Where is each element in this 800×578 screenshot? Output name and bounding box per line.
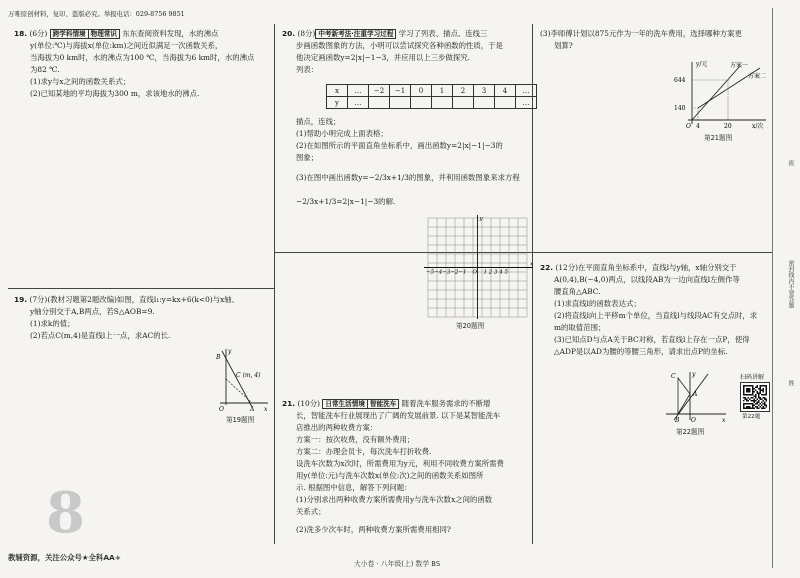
qr-module	[764, 402, 766, 404]
q18-first-line	[14, 28, 218, 40]
q19-label-B: B	[216, 354, 221, 361]
q20-line2-0: 描点，连线；	[296, 117, 341, 126]
q20-first-line	[282, 28, 487, 40]
q22-line-6: (3)已知点D与点A关于BC对称，若直线l上存在一点P，使得	[554, 335, 750, 344]
qr-module	[766, 393, 768, 395]
q18-score: (6分)	[29, 29, 48, 38]
qr-module	[751, 403, 753, 405]
qr-module	[752, 406, 754, 408]
q20-line-0: 学习了列表、描点、连线三	[398, 29, 488, 38]
q22-label-A: A	[693, 391, 698, 398]
q20-cell	[453, 97, 474, 109]
q22-label-C: C	[671, 373, 676, 380]
q19-line-2: (1)求k的值；	[30, 319, 75, 328]
q21-line-10: (2)洗多少次车时，两种收费方案所需费用相同?	[296, 525, 451, 534]
qr-module	[743, 390, 745, 392]
q21-figure	[660, 58, 770, 130]
qr-module	[752, 394, 754, 396]
qr-module	[754, 402, 756, 404]
q22-line-l	[674, 374, 708, 420]
qr-module	[764, 385, 766, 387]
q22-figure	[660, 368, 730, 424]
qr-module	[748, 403, 750, 405]
qr-module	[748, 406, 750, 408]
qr-module	[746, 408, 748, 410]
qr-module	[760, 403, 762, 405]
q21b-line-0: (3)李师傅计划以875元作为一年的洗车费用，选择哪种方案更	[540, 29, 742, 38]
q20-line2-2: (2)在如图所示的平面直角坐标系中，画出函数y=2|x|−1|−3的	[296, 141, 503, 150]
q22-label-x: x	[722, 417, 726, 424]
qr-module	[743, 400, 745, 402]
qr-module	[749, 391, 751, 393]
q20-value-table	[326, 84, 537, 109]
q21-label-644: 644	[674, 77, 686, 84]
qr-module	[757, 387, 759, 389]
sidebar-class-label: 班	[787, 160, 794, 166]
qr-module	[757, 385, 759, 387]
qr-module	[755, 396, 757, 398]
q20-cell: −2	[369, 85, 390, 97]
q21-label-x: x/次	[752, 123, 764, 130]
q20-tag: 中考新考法·注重学习过程	[315, 29, 396, 39]
qr-module	[743, 388, 745, 390]
q21-label-x4: 4	[696, 123, 700, 130]
qr-module	[757, 393, 759, 395]
qr-module	[755, 406, 757, 408]
qr-module	[751, 400, 753, 402]
footer-left: 教辅资源，关注公众号★全科AA+	[8, 553, 121, 562]
qr-module	[748, 400, 750, 402]
q19-label-C: C (m, 4)	[236, 372, 261, 379]
q18-line-0: 东东查阅资料发现，水的沸点	[122, 29, 219, 38]
qr-module	[745, 394, 747, 396]
q21-label-y: y/元	[696, 61, 708, 68]
q21-score: (10分)	[297, 399, 321, 408]
qr-module	[751, 397, 753, 399]
qr-module	[766, 394, 768, 396]
q19-number: 19.	[14, 295, 28, 304]
q19-label-A: A	[250, 406, 255, 413]
qr-module	[752, 403, 754, 405]
qr-module	[757, 403, 759, 405]
qr-sub-label: 第22题	[742, 414, 761, 420]
q19-label-x: x	[264, 406, 268, 413]
qr-module	[749, 399, 751, 401]
q18-tag-physics: 物理常识	[89, 29, 120, 39]
qr-module	[746, 391, 748, 393]
qr-module	[763, 390, 765, 392]
qr-module	[743, 391, 745, 393]
q19-label-O: O	[219, 406, 224, 413]
q20-cell: 0	[411, 85, 432, 97]
qr-module	[746, 399, 748, 401]
qr-module	[754, 388, 756, 390]
qr-module	[743, 393, 745, 395]
qr-module	[760, 390, 762, 392]
q20-line2-5: −2/3x+1/3=2|x−1|−3的解.	[296, 197, 396, 206]
q20-cell: −1	[390, 85, 411, 97]
qr-module	[752, 393, 754, 395]
q20-number: 20.	[282, 29, 296, 38]
q21-line-9: 关系式；	[296, 507, 326, 516]
q18-line-3: 为82 ℃.	[30, 65, 60, 74]
qr-module	[758, 397, 760, 399]
qr-module	[751, 394, 753, 396]
grid-ticks-negative: −5−4−3−2−1	[426, 269, 467, 276]
qr-module	[754, 391, 756, 393]
qr-module	[748, 385, 750, 387]
q22-label-O: O	[691, 417, 696, 424]
qr-module	[766, 399, 768, 401]
qr-module	[764, 403, 766, 405]
q22-line-7: △ADP是以AD为腰的等腰三角形，请求出点P的坐标.	[554, 347, 728, 356]
qr-module	[760, 387, 762, 389]
q20-cell: …	[516, 85, 537, 97]
qr-module	[743, 406, 745, 408]
q21-line-3: 方案一：按次收费，没有额外费用；	[296, 435, 415, 444]
column-divider-1	[274, 24, 275, 544]
grid-label-y: y	[479, 216, 483, 222]
page-watermark-number: 8	[46, 480, 85, 546]
qr-module	[764, 399, 766, 401]
qr-module	[743, 405, 745, 407]
q21-label-O: O	[686, 123, 691, 130]
qr-module	[761, 399, 763, 401]
q21-line-5: 设洗车次数为x次时，所需费用为y元，利用不同收费方案所需费	[296, 459, 504, 468]
qr-module	[749, 388, 751, 390]
q22-first-line	[540, 262, 737, 274]
qr-module	[760, 391, 762, 393]
q20-cell	[495, 97, 516, 109]
q18-number: 18.	[14, 29, 28, 38]
qr-code-icon[interactable]	[740, 382, 770, 412]
qr-module	[758, 400, 760, 402]
qr-module	[758, 405, 760, 407]
qr-module	[746, 406, 748, 408]
q19-line-1: y轴分别交于A,B两点，若S△AOB=9.	[30, 307, 155, 316]
q20-cell	[411, 97, 432, 109]
qr-module	[764, 397, 766, 399]
qr-module	[761, 408, 763, 410]
qr-module	[746, 400, 748, 402]
q22-number: 22.	[540, 263, 554, 272]
qr-module	[752, 400, 754, 402]
q21-line-7: 示. 根据图中信息，解答下列问题：	[296, 483, 412, 492]
qr-module	[763, 400, 765, 402]
binding-line	[772, 8, 773, 568]
qr-module	[763, 403, 765, 405]
qr-module	[749, 394, 751, 396]
q21-tag-daily-life: 日常生活情境	[322, 399, 368, 409]
q20-cell: …	[348, 97, 369, 109]
q19-label-y: y	[228, 348, 232, 355]
q19-caption: 第19题图	[226, 416, 255, 424]
grid-ticks-positive: 1 2 3 4 5	[483, 269, 508, 276]
grid-label-x: x	[530, 261, 534, 268]
qr-module	[760, 385, 762, 387]
q19-first-line	[14, 294, 239, 306]
q20-table-row-x	[327, 85, 537, 97]
q21-label-plan2: 方案二	[748, 73, 767, 80]
qr-module	[757, 402, 759, 404]
qr-module	[760, 393, 762, 395]
qr-module	[763, 397, 765, 399]
q21-line-1: 长，智能洗车行业展现出了广阔的发展前景. 以下是某智能洗车	[296, 411, 501, 420]
q20-cell: …	[348, 85, 369, 97]
qr-module	[755, 390, 757, 392]
qr-module	[766, 405, 768, 407]
q20-cell: 1	[432, 85, 453, 97]
qr-module	[752, 385, 754, 387]
q22-line-0: (12分)在平面直角坐标系中，直线l与y轴，x轴分别交于	[555, 263, 737, 272]
qr-module	[764, 405, 766, 407]
qr-module	[757, 408, 759, 410]
qr-module	[745, 403, 747, 405]
qr-module	[743, 408, 745, 410]
qr-module	[761, 394, 763, 396]
q21-first-line	[282, 398, 490, 410]
sidebar-name-label: 姓	[787, 380, 794, 386]
qr-module	[754, 408, 756, 410]
qr-module	[752, 391, 754, 393]
q22-line-1: A(0,4),B(−4,0)两点，以线段AB为一边向直线l左侧作等	[554, 275, 740, 284]
qr-pattern	[741, 383, 769, 411]
q18-line-1: y(单位:℃)与海拔x(单位:km)之间近似满足一次函数关系，	[30, 41, 223, 50]
qr-module	[743, 397, 745, 399]
q20-cell: y	[327, 97, 348, 109]
qr-module	[763, 394, 765, 396]
qr-module	[748, 408, 750, 410]
qr-module	[760, 399, 762, 401]
qr-module	[749, 408, 751, 410]
q20-cell: 2	[453, 85, 474, 97]
q20-caption: 第20题图	[456, 322, 485, 330]
qr-module	[755, 387, 757, 389]
q20-table-row-y	[327, 97, 537, 109]
qr-module	[748, 390, 750, 392]
q21-plan1-line	[692, 66, 740, 120]
qr-module	[746, 394, 748, 396]
qr-module	[754, 405, 756, 407]
qr-module	[757, 406, 759, 408]
qr-module	[755, 403, 757, 405]
q20-cell: …	[516, 97, 537, 109]
qr-module	[746, 388, 748, 390]
qr-module	[748, 394, 750, 396]
q21b-q22-divider	[532, 252, 772, 253]
qr-module	[746, 403, 748, 405]
qr-module	[754, 400, 756, 402]
qr-module	[745, 385, 747, 387]
qr-module	[748, 391, 750, 393]
copyright-header: 万唯原创材料，复印、盗版必究。举报电话：029-8756 9851	[8, 10, 185, 18]
qr-module	[754, 399, 756, 401]
qr-module	[746, 385, 748, 387]
qr-module	[766, 388, 768, 390]
sidebar-seal-text: 密封线内不要答题	[787, 260, 794, 308]
q20-cell	[390, 97, 411, 109]
q20-cell: 4	[495, 85, 516, 97]
q18-line-5: (2)已知某地的平均海拔为300 m，求该地水的沸点.	[30, 89, 200, 98]
qr-module	[758, 402, 760, 404]
q22-label-y: y	[692, 371, 696, 378]
qr-module	[755, 394, 757, 396]
qr-module	[761, 405, 763, 407]
q19-line-0: (7分)(教材习题第2题改编)如图，直线l₁:y=kx+6(k<0)与x轴、	[29, 295, 240, 304]
qr-module	[752, 390, 754, 392]
qr-module	[763, 385, 765, 387]
q20-cell: x	[327, 85, 348, 97]
qr-module	[757, 391, 759, 393]
q22-triangle-abc	[678, 378, 690, 414]
qr-module	[755, 397, 757, 399]
qr-module	[766, 385, 768, 387]
qr-module	[758, 388, 760, 390]
q21-tag-car-wash: 智能洗车	[368, 399, 399, 409]
qr-module	[748, 397, 750, 399]
qr-module	[758, 408, 760, 410]
qr-module	[760, 406, 762, 408]
q19-line-3: (2)若点C(m,4)是直线l上一点，求AC的长.	[30, 331, 171, 340]
q20-cell	[432, 97, 453, 109]
footer-center: 大小卷 · 八年级(上) 数学 BS	[354, 560, 441, 568]
qr-module	[751, 385, 753, 387]
q21-label-140: 140	[674, 105, 686, 112]
qr-module	[763, 391, 765, 393]
q19-figure	[200, 345, 270, 413]
qr-module	[746, 390, 748, 392]
qr-module	[751, 408, 753, 410]
qr-module	[764, 394, 766, 396]
qr-module	[752, 405, 754, 407]
qr-module	[766, 400, 768, 402]
q22-label-B: B	[675, 417, 680, 424]
qr-module	[749, 406, 751, 408]
q21-number: 21.	[282, 399, 296, 408]
qr-module	[766, 406, 768, 408]
qr-module	[745, 397, 747, 399]
q18-line-4: (1)求y与x之间的函数关系式；	[30, 77, 131, 86]
q20-coordinate-grid	[420, 214, 534, 318]
qr-module	[766, 387, 768, 389]
qr-module	[758, 396, 760, 398]
qr-module	[752, 387, 754, 389]
q18-q19-divider	[8, 288, 274, 289]
qr-module	[761, 385, 763, 387]
qr-module	[745, 399, 747, 401]
qr-module	[760, 388, 762, 390]
qr-module	[749, 403, 751, 405]
qr-module	[749, 390, 751, 392]
qr-module	[758, 393, 760, 395]
q21-caption: 第21题图	[704, 134, 733, 142]
qr-module	[766, 391, 768, 393]
q20-line2-3: 图象；	[296, 153, 319, 162]
q20-line2-1: (1)帮助小明完成上面表格；	[296, 129, 388, 138]
qr-module	[752, 388, 754, 390]
qr-module	[757, 399, 759, 401]
q22-line-4: (2)将直线l向上平移m个单位，当直线l与线段AC有交点时，求	[554, 311, 758, 320]
qr-module	[763, 408, 765, 410]
qr-module	[752, 408, 754, 410]
qr-label: 扫码讲解	[740, 374, 765, 381]
q20-cell: 3	[474, 85, 495, 97]
qr-module	[763, 388, 765, 390]
q20-cell	[474, 97, 495, 109]
q22-caption: 第22题图	[676, 428, 705, 436]
qr-module	[766, 390, 768, 392]
qr-module	[761, 402, 763, 404]
q21-line-0: 随着洗车服务需求的不断增	[401, 399, 491, 408]
qr-module	[761, 390, 763, 392]
q20-line2-4: (3)在图中画出函数y=−2/3x+1/3的图象，并利用函数图象来求方程	[296, 173, 520, 182]
q22-line-2: 腰直角△ABC.	[554, 287, 601, 296]
qr-module	[755, 400, 757, 402]
q21-line-4: 方案二：办理会员卡，每次洗车打折收费.	[296, 447, 432, 456]
q21-label-x20: 20	[724, 123, 732, 130]
qr-module	[763, 406, 765, 408]
qr-module	[743, 394, 745, 396]
q21-line-8: (1)分别求出两种收费方案所需费用y与洗车次数x之间的函数	[296, 495, 493, 504]
q20-line-1: 步画函数图象的方法，小明可以尝试探究各种函数的性质，于是	[296, 41, 503, 50]
q22-line-3: (1)求直线l的函数表达式；	[554, 299, 641, 308]
qr-module	[749, 385, 751, 387]
q21b-line-1: 划算?	[554, 41, 573, 50]
grid-label-origin: O	[472, 269, 478, 276]
q21-line-2: 店推出的两种收费方案：	[296, 423, 378, 432]
q20-line-2: 他决定画函数y=2|x|−1−3，并应用以上三步做探究.	[296, 53, 470, 62]
q21-label-plan1: 方案一	[730, 62, 749, 69]
qr-module	[754, 396, 756, 398]
qr-module	[745, 408, 747, 410]
q20-line-3: 列表：	[296, 65, 319, 74]
q22-line-5: m的取值范围；	[554, 323, 606, 332]
qr-module	[748, 388, 750, 390]
q18-line-2: 当海拔为0 km时，水的沸点为100 ℃，当海拔为6 km时，水的沸点	[30, 53, 255, 62]
qr-module	[743, 387, 745, 389]
qr-module	[743, 403, 745, 405]
q21-line-6: 用y(单位:元)与洗车次数x(单位:次)之间的函数关系如图所	[296, 471, 484, 480]
q20-score: (8分)	[297, 29, 316, 38]
qr-module	[758, 394, 760, 396]
qr-module	[752, 397, 754, 399]
q20-cell	[369, 97, 390, 109]
q18-tag-cross-subject: 跨学科情境	[50, 29, 89, 39]
qr-module	[743, 385, 745, 387]
qr-module	[760, 397, 762, 399]
qr-module	[764, 408, 766, 410]
